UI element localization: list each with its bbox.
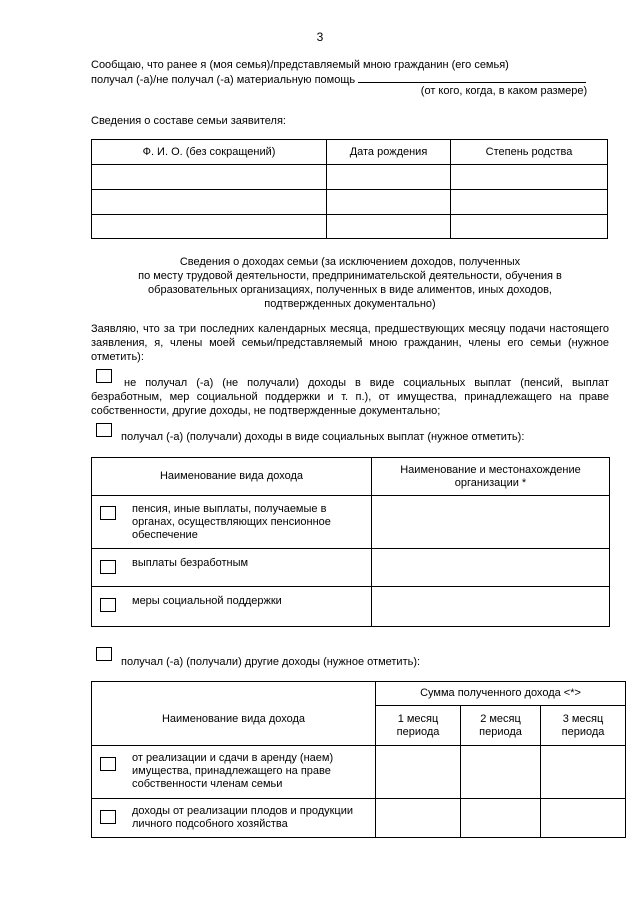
family-heading: Сведения о составе семьи заявителя:: [91, 115, 286, 127]
property-income-checkbox[interactable]: [100, 757, 116, 771]
other-table-header: [92, 682, 626, 706]
aid-statement: [91, 58, 609, 87]
table-row: [92, 496, 610, 549]
pension-label: пенсия, иные выплаты, получаемые в органах, осуществляющих пенсионное обеспечение: [132, 503, 331, 541]
property-month-2-cell[interactable]: [461, 746, 541, 799]
income-heading-line: подтвержденных документально): [264, 298, 436, 310]
table-row: [92, 746, 626, 799]
family-cell-name[interactable]: [92, 190, 327, 215]
table-row: [92, 165, 608, 190]
other-col-sum: Сумма полученного дохода <*>: [376, 682, 626, 706]
family-cell-relation[interactable]: [451, 215, 608, 239]
income-heading-line: образовательных организациях, полученных в виде алиментов, иных доходов,: [148, 284, 552, 296]
unemployment-checkbox[interactable]: [100, 560, 116, 574]
income-heading: [60, 255, 640, 311]
table-row: [92, 549, 610, 587]
table-row: [92, 587, 610, 627]
unemployment-organization-cell[interactable]: [372, 549, 610, 587]
table-row: [92, 215, 608, 239]
aid-statement-line1: Сообщаю, что ранее я (моя семья)/представляемый мною гражданин (его семья): [91, 59, 509, 71]
family-cell-name[interactable]: [92, 165, 327, 190]
table-row: [92, 799, 626, 838]
farm-month-1-cell[interactable]: [376, 799, 461, 838]
no-income-text: не получал (-а) (не получали) доходы в виде социальных выплат (пенсий, выплат безработным, мер социальной поддержки и т. п.), от имущества, принадлежащего на праве собственности, другие доходы, не подтвержденные документально;: [91, 377, 609, 417]
farm-month-2-cell[interactable]: [461, 799, 541, 838]
month-2-header: 2 месяц периода: [461, 706, 541, 746]
income-heading-line: по месту трудовой деятельности, предпринимательской деятельности, обучения в: [138, 270, 562, 282]
other-income-checkbox[interactable]: [96, 647, 112, 661]
declaration: Заявляю, что за три последних календарных месяца, предшествующих месяцу подачи настоящего заявления, я, члены моей семьи/представляемый мною гражданин, члены его семьи (нужное отметить):: [91, 323, 609, 363]
social-income-text: получал (-а) (получали) доходы в виде социальных выплат (нужное отметить):: [121, 431, 525, 443]
family-col-name: Ф. И. О. (без сокращений): [92, 140, 327, 165]
unemployment-label: выплаты безработным: [132, 557, 249, 569]
farm-income-checkbox[interactable]: [100, 810, 116, 824]
family-cell-relation[interactable]: [451, 165, 608, 190]
social-support-checkbox[interactable]: [100, 598, 116, 612]
family-cell-name[interactable]: [92, 215, 327, 239]
month-1-header: 1 месяц периода: [376, 706, 461, 746]
family-table: [91, 139, 608, 239]
pension-checkbox[interactable]: [100, 506, 116, 520]
income-heading-line: Сведения о доходах семьи (за исключением доходов, полученных: [179, 256, 521, 268]
social-support-organization-cell[interactable]: [372, 587, 610, 627]
other-col-income-type: Наименование вида дохода: [92, 682, 376, 746]
family-col-birthdate: Дата рождения: [327, 140, 451, 165]
family-cell-birthdate[interactable]: [327, 165, 451, 190]
social-support-label: меры социальной поддержки: [132, 595, 282, 607]
other-income-table: [91, 681, 626, 838]
aid-details-field[interactable]: [358, 72, 586, 83]
family-table-header: [92, 140, 608, 165]
social-col-income-type: Наименование вида дохода: [92, 458, 372, 496]
family-col-relation: Степень родства: [451, 140, 608, 165]
aid-statement-prefix: получал (-а)/не получал (-а) материальную помощь: [91, 74, 356, 86]
farm-month-3-cell[interactable]: [541, 799, 626, 838]
family-cell-birthdate[interactable]: [327, 190, 451, 215]
aid-hint: (от кого, когда, в каком размере): [420, 85, 588, 97]
page-number: 3: [316, 30, 324, 44]
social-income-checkbox[interactable]: [96, 423, 112, 437]
social-col-organization: Наименование и местонахождение организации *: [372, 458, 610, 496]
property-month-1-cell[interactable]: [376, 746, 461, 799]
table-row: [92, 190, 608, 215]
property-month-3-cell[interactable]: [541, 746, 626, 799]
social-table-header: [92, 458, 610, 496]
pension-organization-cell[interactable]: [372, 496, 610, 549]
farm-income-label: доходы от реализации плодов и продукции личного подсобного хозяйства: [132, 805, 354, 830]
month-3-header: 3 месяц периода: [541, 706, 626, 746]
social-income-table: [91, 457, 610, 627]
family-cell-relation[interactable]: [451, 190, 608, 215]
family-cell-birthdate[interactable]: [327, 215, 451, 239]
property-income-label: от реализации и сдачи в аренду (наем) имущества, принадлежащего на праве собственности членам семьи: [132, 752, 334, 790]
other-income-text: получал (-а) (получали) другие доходы (нужное отметить):: [121, 656, 421, 668]
